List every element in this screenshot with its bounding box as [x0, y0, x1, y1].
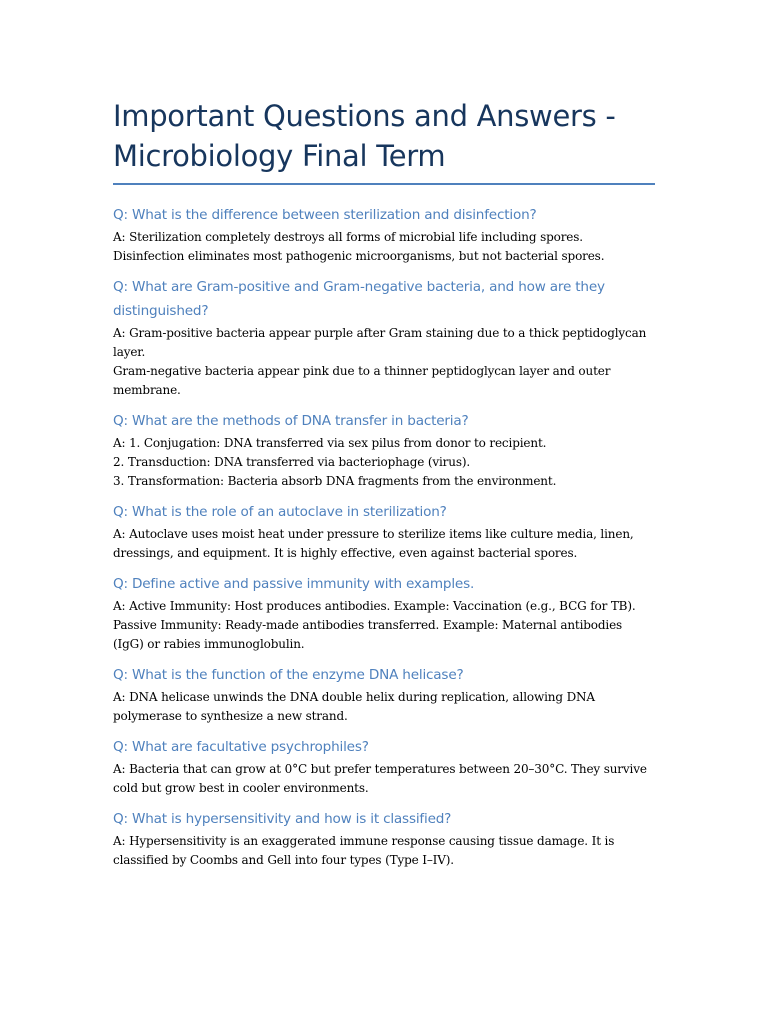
title-underline	[113, 183, 655, 185]
answer-line: 3. Transformation: Bacteria absorb DNA fragments from the environment.	[113, 474, 557, 488]
answer-text	[113, 525, 656, 563]
qa-item	[113, 275, 656, 400]
answer-text	[113, 434, 656, 491]
answer-line: A: Hypersensitivity is an exaggerated immune response causing tissue damage. It is classified by Coombs and Gell into four types (Type I–IV).	[113, 834, 615, 867]
question-heading: Q: What are Gram-positive and Gram-negative bacteria, and how are they distinguished?	[113, 279, 605, 319]
qa-item	[113, 663, 656, 726]
qa-item	[113, 572, 656, 654]
question-heading: Q: What are facultative psychrophiles?	[113, 739, 369, 755]
answer-line: A: Active Immunity: Host produces antibodies. Example: Vaccination (e.g., BCG for TB).	[113, 599, 636, 613]
answer-line: A: Gram-positive bacteria appear purple after Gram staining due to a thick peptidoglycan layer.	[113, 326, 647, 359]
question-heading: Q: What is the role of an autoclave in sterilization?	[113, 504, 447, 520]
answer-text	[113, 597, 656, 654]
answer-line: Passive Immunity: Ready-made antibodies transferred. Example: Maternal antibodies (IgG) or rabies immunoglobulin.	[113, 618, 623, 651]
answer-line: 2. Transduction: DNA transferred via bacteriophage (virus).	[113, 455, 471, 469]
answer-line: A: 1. Conjugation: DNA transferred via sex pilus from donor to recipient.	[113, 436, 547, 450]
answer-text	[113, 324, 656, 400]
answer-line: A: Sterilization completely destroys all forms of microbial life including spores.	[113, 230, 583, 244]
qa-item	[113, 500, 656, 563]
qa-item	[113, 203, 656, 266]
answer-text	[113, 688, 656, 726]
answer-text	[113, 832, 656, 870]
answer-text	[113, 228, 656, 266]
answer-line: Disinfection eliminates most pathogenic microorganisms, but not bacterial spores.	[113, 249, 605, 263]
answer-line: Gram-negative bacteria appear pink due to a thinner peptidoglycan layer and outer membrane.	[113, 364, 611, 397]
qa-item	[113, 409, 656, 491]
answer-line: A: Bacteria that can grow at 0°C but prefer temperatures between 20–30°C. They survive cold but grow best in cooler environments.	[113, 762, 647, 795]
answer-line: A: Autoclave uses moist heat under pressure to sterilize items like culture media, linen, dressings, and equipment. It is highly effective, even against bacterial spores.	[113, 527, 634, 560]
question-heading: Q: What is the function of the enzyme DNA helicase?	[113, 667, 464, 683]
answer-line: A: DNA helicase unwinds the DNA double helix during replication, allowing DNA polymerase to synthesize a new strand.	[113, 690, 595, 723]
page-title: Important Questions and Answers - Microbiology Final Term	[113, 99, 616, 173]
qa-item	[113, 735, 656, 798]
document-page	[113, 96, 656, 879]
answer-text	[113, 760, 656, 798]
question-heading: Q: What is hypersensitivity and how is it classified?	[113, 811, 452, 827]
qa-item	[113, 807, 656, 870]
question-heading: Q: What are the methods of DNA transfer in bacteria?	[113, 413, 469, 429]
question-heading: Q: Define active and passive immunity with examples.	[113, 576, 475, 592]
question-heading: Q: What is the difference between sterilization and disinfection?	[113, 207, 537, 223]
